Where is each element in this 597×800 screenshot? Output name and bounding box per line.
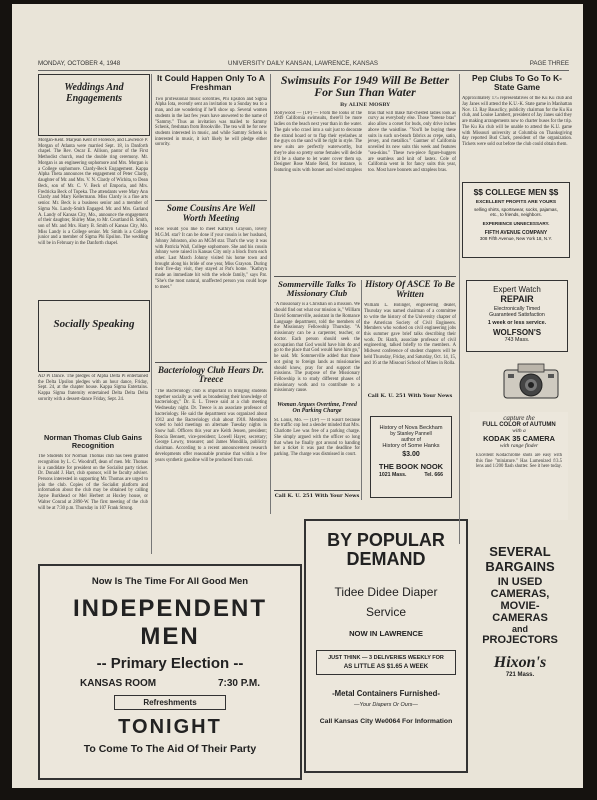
college-line1: EXCELLENT PROFITS ARE YOURS [475, 200, 557, 205]
college-line3: EXPERIENCE UNNECESSARY. [482, 221, 550, 226]
indep-line3: MEN [140, 623, 200, 650]
column-divider [270, 74, 271, 514]
indep-line4: -- Primary Election -- [96, 655, 244, 672]
swimsuits-title: Swimsuits For 1949 Will Be Better For Sun Than Water [280, 73, 450, 100]
masthead-paper: UNIVERSITY DAILY KANSAN, LAWRENCE, KANSAS [228, 60, 379, 67]
column-divider [459, 74, 460, 544]
diaper-line1: BY POPULAR [327, 530, 445, 550]
diaper-line6: JUST THINK — 3 DELIVERIES WEEKLY FOR [328, 654, 444, 661]
book-line3: author of [401, 437, 421, 443]
hixon-line3: IN USED [497, 576, 543, 588]
cousins-title: Some Cousins Are Well Worth Meeting [155, 200, 267, 223]
book-addr: 1021 Mass. [379, 472, 407, 478]
bacteriology-title: Bacteriology Club Hears Dr. Treece [155, 362, 267, 385]
call-ku-1: Call K. U. 251 With Your News [274, 490, 360, 499]
college-line2: selling shirts, sportswear, socks, pajamas, etc., to friends, neighbors. [474, 207, 558, 217]
kodak-line3: with a [512, 428, 526, 434]
indep-line7: Refreshments [114, 695, 226, 710]
diaper-ad [304, 519, 468, 773]
book-price: $3.00 [402, 451, 420, 458]
diaper-line2: DEMAND [346, 549, 426, 569]
book-tel: Tel. 666 [424, 472, 443, 478]
indep-line2: INDEPENDENT [72, 595, 268, 622]
column-divider [151, 74, 152, 554]
women-article [274, 402, 360, 476]
masthead-page: PAGE THREE [529, 60, 569, 67]
wolfson-line1: Expert Watch [493, 285, 541, 294]
indep-line6: 7:30 P.M. [217, 678, 260, 689]
pep-text: Approximately 175 representatives of the Ku Ku club and Jay Janes will attend the K.U.-K. State game in Manhattan Nov. 13. Ray Bausclicy, publicity chairman for the Ku Ku club, and Louise Lambert, president of Jay Janes said they are making arrangements now to charter buses for the trip. The Ku Ku club will be unable to attend the K.U. game with Missouri university at Columbia on Thanksgiving day reported Bud Clark, president of the organization. Tickets were sold out before the club could obtain them. [462, 96, 572, 148]
diaper-line5: NOW IN LAWRENCE [349, 628, 423, 638]
weddings-header-box [38, 74, 150, 136]
cousins-text: How would you like to meet Kathryn Grayson, lovely M.G.M. star? It can be done if your cousin is her husband, Johnny Johnston, also an MGM star. That's the way it was with Patricia Wall, College sophomore. She and his cousin Johnny were raised in Kansas City only a block from each other. Last March Johnny visited his home town and brought along his bride of one year, Miss Grayson. During their five-day visit, they stayed at Pat's home. "Kathryn made an immediate hit with the whole family," says Pat. "She's the most natural, unaffected person you could hope to meet." [155, 227, 267, 290]
sommerville-article [274, 280, 360, 400]
indep-line9: To Come To The Aid Of Their Party [83, 743, 257, 755]
hixon-line1: SEVERAL [489, 544, 551, 559]
masthead [38, 58, 569, 71]
college-title: $$ COLLEGE MEN $$ [473, 187, 559, 197]
swimsuits-article [274, 74, 456, 251]
independent-men-ad [38, 564, 302, 780]
asce-text: William L. Bolinger, engineering dealer, Thursday was named chairman of a committee to write the history of the University chapter of the American Society of Civil Engineers. Members who worked on civil engineering jobs this summer gave brief talks describing their work. Dr. Hatch, associate professor of civil engineering, talked briefly to the members. A Midwest conference of student chapters will be held Thursday, Friday, and Saturday, Oct. 14, 15, and 16 at the Missouri School of Mines in Rolla. [364, 303, 456, 366]
camera-icon [498, 356, 564, 406]
college-men-ad [462, 182, 570, 258]
swimsuits-byline: By ALINE MOSBY [340, 101, 390, 108]
kodak-ad [470, 412, 568, 520]
sommerville-text: "A missionary is a Christian on a mission. We should find out what our mission is," William David Sommerville, assistant in the Romance Language department, told the members of the Missionary Fellowship Thursday. "A missionary can be a carpenter, teacher, or doctor. Each person should seek the occupation that God would have him do and go to the place that God would have him go," he said. Mr. Sommerville added that those not going to foreign lands as missionaries should know, pray for and support the missions. The purpose of the Missionary Fellowship is to study different phases of missionary work and to contribute to a missionary cause. [274, 302, 360, 394]
masthead-date: MONDAY, OCTOBER 4, 1948 [38, 60, 121, 67]
college-line4: FIFTH AVENUE COMPANY [484, 230, 548, 236]
freshman-text: Two professional music sororities, Phi Epsilon and Sigma Alpha Iota, recently sent an invitation to a Sunday tea to a man, and are wondering if he'll show up. Several women students in the last few years have answered to the name of "Sammy." Thus an invitation was mailed to Sammy Schenk, freshman from Brookville. The tea will be for new students interested in music, and while Sammy Schenk is interested in music, it isn't likely he will pledge either sorority. [155, 96, 267, 148]
hixons-ad [470, 544, 570, 774]
hixon-addr: 721 Mass. [505, 672, 535, 678]
wolfson-line4: Guaranteed Satisfaction [489, 312, 545, 318]
pep-article [462, 74, 572, 194]
wolfson-addr: 743 Mass. [504, 337, 530, 343]
socially-title: Socially Speaking [53, 318, 135, 330]
kodak-text: Excellent Kodachrome shots are easy with this fine "miniature." Has Lumenized f/3.5 lens and 1/200 flash shutter. See it here today. [476, 453, 562, 470]
women-title: Woman Argues Overtime, Freed On Parking Charge [277, 402, 357, 415]
diaper-line10: Call Kansas City We0064 For Information [319, 717, 453, 725]
section-divider [274, 276, 456, 277]
wolfson-ad [466, 280, 568, 352]
camera-illustration [498, 356, 564, 406]
hixon-name: Hixon's [493, 654, 547, 671]
diaper-line4: Service [365, 604, 406, 619]
book-nook-ad [370, 416, 452, 498]
socially-article: AD Pi Dance. The pledges of Alpha Delta Pi entertained the Delta Upsilon pledges with an hour dance, Friday, Sept. 24, at the chapter house. Kappa Sigma Entertains. Kappa Sigma fraternity entertained Delta Delta Delta sorority with a dessert-dance Friday, Sept. 24. [38, 374, 148, 402]
diaper-line9: —Your Diapers Or Ours— [354, 701, 418, 708]
college-line5: 308 Fifth Avenue, New York 18, N.Y. [479, 236, 553, 241]
kodak-line1: capture the [503, 414, 535, 422]
socially-header-box [38, 300, 150, 372]
norman-article [38, 434, 148, 562]
newspaper-page [12, 4, 583, 788]
wolfson-line3: Electronically Timed [493, 306, 541, 312]
cousins-article [155, 200, 267, 355]
wolfson-line2: REPAIR [500, 294, 534, 304]
diaper-line8: -Metal Containers Furnished- [332, 688, 440, 698]
call-ku-2: Call K. U. 251 With Your News [367, 393, 453, 400]
diaper-line7: AS LITTLE AS $1.65 A WEEK [343, 662, 429, 670]
bacteriology-text: "The Bacteriology club is important in bringing students together socially as well as broadening their knowledge of bacteriology," Dr. E. L. Treece said at a club meeting Wednesday night. Dr. Treece is an associate professor of bacteriology. He said the department was organized about 1912 and the Bacteriology club about 1918. Members voted to hold meetings on alternate Tuesday nights in Snow hall. Officers this year are Keith Jensen, president; Roscia Bennett, vice-president; Lowell Hayer, secretary; George Lowry, treasurer; and James Mondilla, publicity chairman. According to a recent announcement research developments offer reasonable promise that within a few years synthetic gasoline will be produced from coal. [155, 388, 267, 463]
bacteriology-article [155, 362, 267, 539]
women-text: St. Louis, Mo. — (UP) — It wasn't because the traffic cop lost a slender minded that Mrs. Charlotte Lee was free of a parking charge. She simply argued with the officer so long that when he finally got around to handing her a ticket it was past the deadline for parking. The charge was dismissed in court. [274, 417, 360, 457]
column-divider [361, 280, 362, 500]
indep-line1: Now Is The Time For All Good Men [91, 576, 249, 587]
norman-title: Norman Thomas Club Gains Recognition [43, 433, 143, 451]
wolfson-name: WOLFSON'S [492, 328, 542, 337]
kodak-line2: FULL COLOR of AUTUMN [482, 422, 556, 428]
hixon-line7: and [511, 624, 528, 634]
wolfson-line5: 1 week or less service. [487, 320, 547, 326]
swimsuits-text: Hollywood — (UP) — From the looks of the 1949 California swimsuits, there'll be more ladies on the beach next year than in the water. The gals who crawl into a suit just to decorate the strand hoard or to flap their eyelashes at the guys on the sand will be right in style. The new suits are perfectly waterworthy, but they're also so pretty some females will decide it'd be a shame to let water cover them up. Designer Rose Marie Reid, for instance, is featuring suits with bonnet and wired strapless bras that will make flat-chested ladies look as curvy as everybody else. Those "breeze bras" also allow a corset for buds, only drive inches above the waistline. "You'll be buying these suits in such un-beach fabrics as crepe, satin, jersey, and metallics." Gantner of California unveiled its new suits this week and features "sea-skins." These two-piece figure-huggers are seamless and knit of lastex. Cole of California went in for fancy suits this year, too. Most have bonnets and strapless bras. [274, 110, 456, 174]
hixon-line2: BARGAINS [485, 559, 555, 574]
indep-line8: TONIGHT [118, 716, 222, 738]
pep-title: Pep Clubs To Go To K-State Game [472, 73, 562, 93]
norman-text: The Students for Norman Thomas club has been granted recognition by L. C. Woodruff, dean of men. Mr. Thomas is a candidate for president on the Socialist party ticket. Dr. Donald J. Hart, club sponsor, will be faculty adviser. Persons interested in supporting Mr. Thomas are urged to join the club. Copies of the Socialist platform and information about the club may be obtained by calling Jayne Burkhead or Mel Herbert at Hoxley house, or Walter Conrad at 2890-W. The first meeting of the club will be at 7:30 p.m. Thursday in 107 Frank Strong. [38, 454, 148, 511]
kodak-line4: KODAK 35 CAMERA [483, 434, 555, 443]
hixon-line5: MOVIE- [500, 600, 540, 612]
diaper-line3: Tidee Didee Diaper [334, 584, 438, 599]
book-line1: History of Nova Beckham [379, 425, 443, 431]
hixon-line4: CAMERAS, [490, 588, 550, 600]
sommerville-title: Sommerville Talks To Missionary Club [277, 279, 357, 299]
weddings-article: Morgan-Kent. Marjean Kent of Florence, and Lawrence P. Morgan of Atlanta were married Sept. 18, in Danforth chapel. The Rev. Oscar E. Allison, pastor of the First Methodist church, read the double ring ceremony. Mr. Morgan is an engineering sophomore and Mrs. Morgan is a College sophomore. Clardy-Beck Engagement. Kappa Alpha Theta announces the engagement of Peter Clardy, daughter of Mr. and Mrs. V. N. Clardy of Wichita, to Dean Beck, son of Mr. C. V. Beck of Emporia, and Mrs. Fredricka Beck of Topeka. The attendants were Mary Ann Clardy and Mary Kellermann. Miss Clardy is a fine arts senior. Mr. Beck is a business senior and a member of Sigma Nu. Landy-Smith Engaged. Mr. and Mrs. Garland A. Landy of Kansas City, Mo., announce the engagement of their daughter, Shirley Mae, to Mr. Courtland B. Smith, son of Mr. and Mrs. Harry B. Smith of Kansas City, Mo. Miss Landy is a College senior. Mr. Smith is a College junior and a member of Sigma Phi Epsilon. The wedding will be in February in the Danforth chapel. [38, 138, 148, 247]
book-line2: by Stanley Pannell [390, 431, 432, 437]
hixon-line6: CAMERAS [492, 612, 548, 624]
asce-article [364, 280, 456, 399]
indep-line5: KANSAS ROOM [80, 678, 157, 689]
asce-title: History Of ASCE To Be Written [365, 279, 455, 299]
hixon-line8: PROJECTORS [482, 634, 558, 646]
kodak-line5: with range finder [499, 443, 539, 449]
book-name: THE BOOK NOOK [378, 462, 444, 471]
book-line4: History of Some Hanks [382, 443, 440, 449]
freshman-title: It Could Happen Only To A Freshman [157, 73, 265, 93]
weddings-title: Weddings And Engagements [64, 82, 124, 104]
freshman-article [155, 74, 267, 179]
